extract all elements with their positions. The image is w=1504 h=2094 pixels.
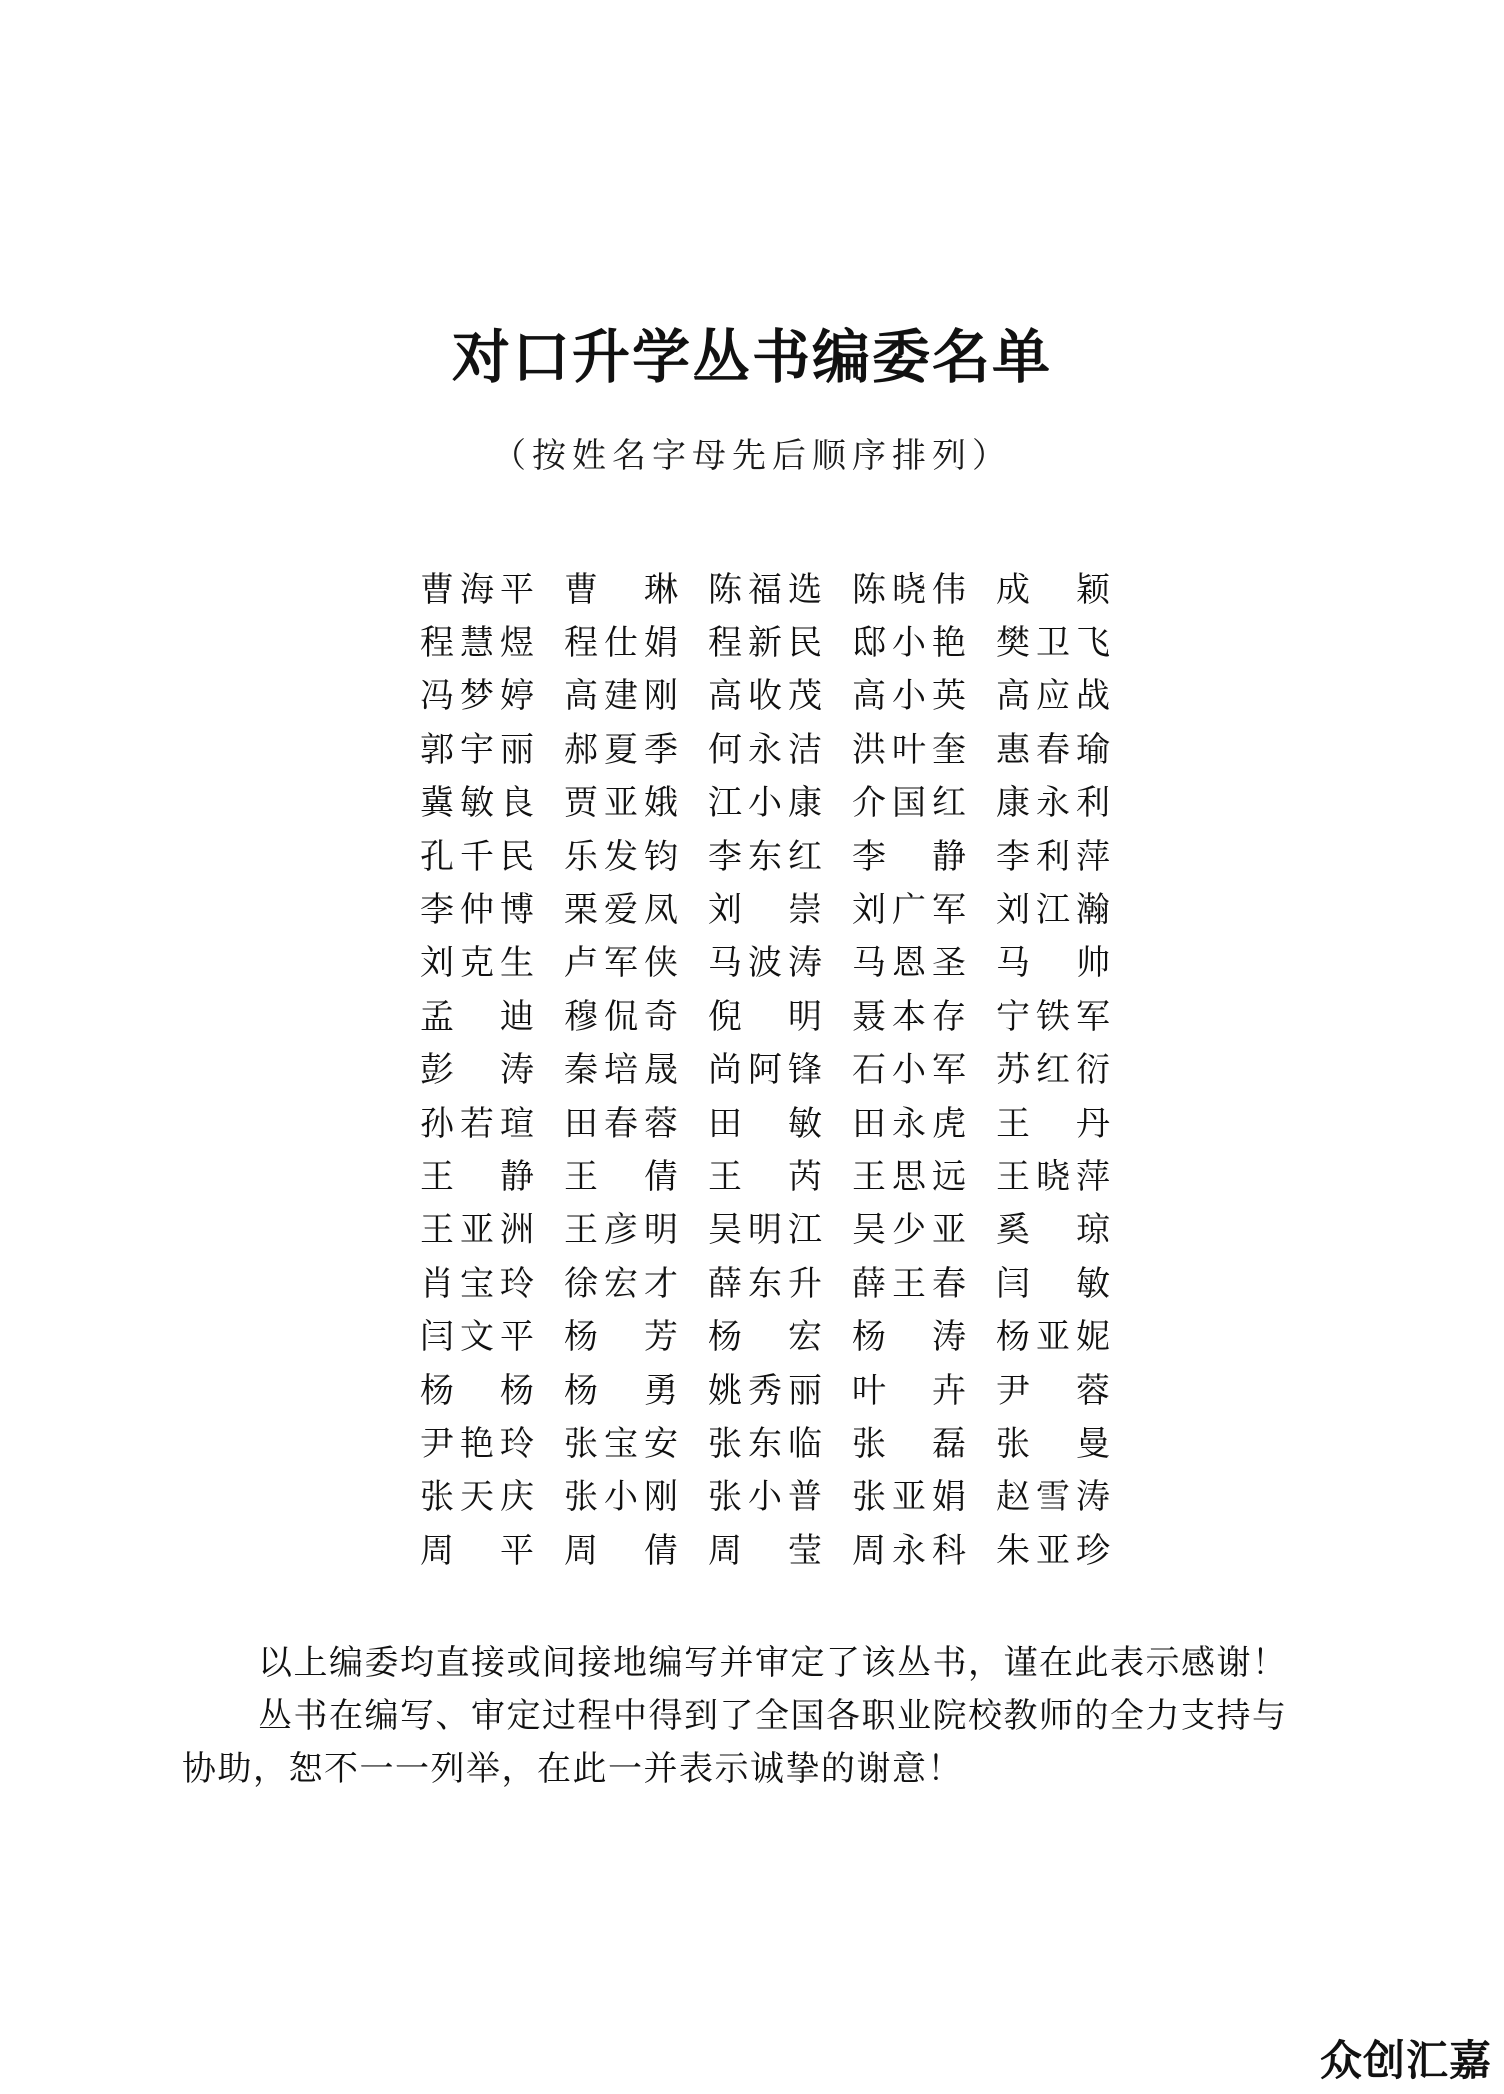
committee-member-name: 薛 王 春	[852, 1263, 966, 1304]
committee-member-name: 杨 宏	[708, 1317, 822, 1358]
committee-member-name: 吴 明 江	[708, 1210, 822, 1251]
committee-member-name: 介 国 红	[852, 783, 966, 824]
committee-member-name: 王 晓 萍	[996, 1156, 1110, 1197]
committee-member-name: 张 亚 娟	[852, 1477, 966, 1518]
committee-member-name: 邸 小 艳	[852, 623, 966, 664]
committee-member-name: 张 磊	[852, 1423, 966, 1464]
committee-member-name: 赵 雪 涛	[996, 1477, 1110, 1518]
committee-member-name: 田 春 蓉	[564, 1103, 678, 1144]
committee-member-name: 吴 少 亚	[852, 1210, 966, 1251]
committee-member-name: 马 恩 圣	[852, 943, 966, 984]
committee-member-name: 张 曼	[996, 1423, 1110, 1464]
committee-member-name: 张 宝 安	[564, 1423, 678, 1464]
committee-member-name: 孔 千 民	[420, 836, 534, 877]
committee-member-name: 李 仲 博	[420, 890, 534, 931]
committee-member-name: 卢 军 侠	[564, 943, 678, 984]
subtitle: （按姓名字母先后顺序排列）	[492, 436, 1012, 476]
committee-member-name: 杨 亚 妮	[996, 1317, 1110, 1358]
committee-member-name: 王 亚 洲	[420, 1210, 534, 1251]
committee-member-name: 栗 爱 凤	[564, 890, 678, 931]
committee-member-name: 郝 夏 季	[564, 729, 678, 770]
committee-member-name: 姚 秀 丽	[708, 1370, 822, 1411]
committee-member-name: 奚 琼	[996, 1210, 1110, 1251]
committee-member-name: 李 利 萍	[996, 836, 1110, 877]
committee-member-name: 贾 亚 娥	[564, 783, 678, 824]
committee-member-name: 穆 侃 奇	[564, 996, 678, 1037]
committee-member-name: 尹 蓉	[996, 1370, 1110, 1411]
committee-member-name: 叶 卉	[852, 1370, 966, 1411]
committee-member-name: 田 敏	[708, 1103, 822, 1144]
committee-member-name: 苏 红 衍	[996, 1050, 1110, 1091]
committee-member-name: 尚 阿 锋	[708, 1050, 822, 1091]
committee-member-name: 杨 杨	[420, 1370, 534, 1411]
committee-member-name: 张 小 普	[708, 1477, 822, 1518]
committee-member-name: 陈 福 选	[708, 569, 822, 610]
committee-member-name: 彭 涛	[420, 1050, 534, 1091]
committee-member-name: 周 倩	[564, 1530, 678, 1571]
committee-member-name: 尹 艳 玲	[420, 1423, 534, 1464]
page-title: 对口升学丛书编委名单	[451, 323, 1052, 391]
committee-member-name: 刘 江 瀚	[996, 890, 1110, 931]
committee-member-name: 聂 本 存	[852, 996, 966, 1037]
committee-member-name: 张 东 临	[708, 1423, 822, 1464]
committee-member-name: 张 天 庆	[420, 1477, 534, 1518]
committee-member-name: 秦 培 晟	[564, 1050, 678, 1091]
committee-member-name: 张 小 刚	[564, 1477, 678, 1518]
committee-member-name: 乐 发 钧	[564, 836, 678, 877]
committee-member-name: 周 莹	[708, 1530, 822, 1571]
watermark-logo-text: 众创汇嘉	[1319, 2036, 1492, 2085]
committee-member-name: 马 帅	[996, 943, 1110, 984]
committee-member-name: 王 静	[420, 1156, 534, 1197]
committee-member-name: 杨 勇	[564, 1370, 678, 1411]
committee-member-name: 闫 文 平	[420, 1317, 534, 1358]
committee-member-name: 徐 宏 才	[564, 1263, 678, 1304]
committee-member-name: 樊 卫 飞	[996, 623, 1110, 664]
committee-member-name: 曹 琳	[564, 569, 678, 610]
committee-member-name: 周 平	[420, 1530, 534, 1571]
committee-member-name: 刘 广 军	[852, 890, 966, 931]
committee-member-name: 洪 叶 奎	[852, 729, 966, 770]
committee-member-name: 程 新 民	[708, 623, 822, 664]
committee-member-name: 杨 涛	[852, 1317, 966, 1358]
committee-member-name: 冯 梦 婷	[420, 676, 534, 717]
acknowledgement-paragraph-1: 以上编委均直接或间接地编写并审定了该丛书，谨在此表示感谢！	[258, 1643, 1288, 1683]
committee-member-name: 王 芮	[708, 1156, 822, 1197]
committee-member-name: 何 永 洁	[708, 729, 822, 770]
committee-member-name: 杨 芳	[564, 1317, 678, 1358]
committee-member-name: 江 小 康	[708, 783, 822, 824]
committee-member-name: 惠 春 瑜	[996, 729, 1110, 770]
committee-member-name: 马 波 涛	[708, 943, 822, 984]
committee-member-name: 肖 宝 玲	[420, 1263, 534, 1304]
committee-member-name: 陈 晓 伟	[852, 569, 966, 610]
committee-member-name: 倪 明	[708, 996, 822, 1037]
committee-member-name: 王 彦 明	[564, 1210, 678, 1251]
committee-member-name: 郭 宇 丽	[420, 729, 534, 770]
committee-member-name: 刘 崇	[708, 890, 822, 931]
names-grid	[420, 563, 1140, 1577]
committee-member-name: 朱 亚 珍	[996, 1530, 1110, 1571]
committee-member-name: 高 建 刚	[564, 676, 678, 717]
committee-member-name: 王 丹	[996, 1103, 1110, 1144]
committee-member-name: 李 东 红	[708, 836, 822, 877]
committee-member-name: 王 倩	[564, 1156, 678, 1197]
committee-member-name: 康 永 利	[996, 783, 1110, 824]
committee-member-name: 薛 东 升	[708, 1263, 822, 1304]
committee-member-name: 高 小 英	[852, 676, 966, 717]
committee-member-name: 刘 克 生	[420, 943, 534, 984]
committee-member-name: 田 永 虎	[852, 1103, 966, 1144]
committee-member-name: 周 永 科	[852, 1530, 966, 1571]
committee-member-name: 程 仕 娟	[564, 623, 678, 664]
committee-member-name: 闫 敏	[996, 1263, 1110, 1304]
committee-member-name: 王 思 远	[852, 1156, 966, 1197]
committee-member-name: 程 慧 煜	[420, 623, 534, 664]
committee-member-name: 石 小 军	[852, 1050, 966, 1091]
committee-member-name: 成 颖	[996, 569, 1110, 610]
committee-member-name: 曹 海 平	[420, 569, 534, 610]
committee-member-name: 孟 迪	[420, 996, 534, 1037]
committee-member-name: 冀 敏 良	[420, 783, 534, 824]
committee-member-name: 高 收 茂	[708, 676, 822, 717]
committee-member-name: 宁 铁 军	[996, 996, 1110, 1037]
committee-member-name: 李 静	[852, 836, 966, 877]
committee-member-name: 高 应 战	[996, 676, 1110, 717]
acknowledgement-paragraph-2: 丛书在编写、审定过程中得到了全国各职业院校教师的全力支持与协助，恕不一一列举，在此一并表示诚挚的谢意！	[182, 1696, 1288, 1789]
committee-member-name: 孙 若 瑄	[420, 1103, 534, 1144]
